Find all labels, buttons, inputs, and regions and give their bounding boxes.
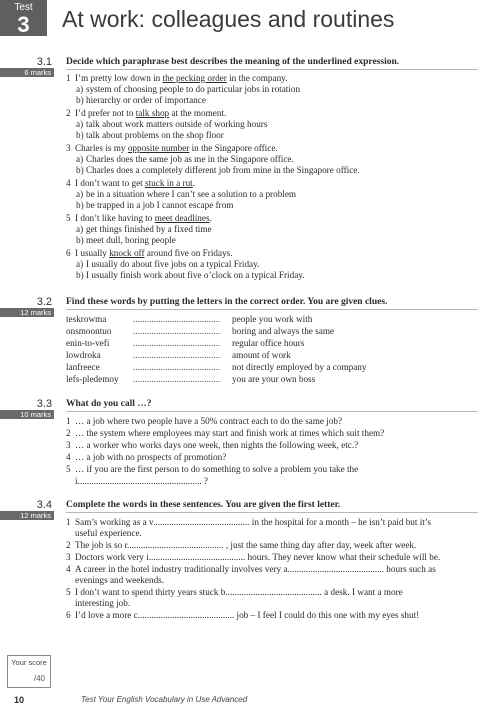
question-item: [66, 73, 287, 84]
question-text-end: .: [192, 178, 196, 188]
sentence-text: Sam’s working as a v.......................................... in the hospital for a month – he isn’t paid but it’s: [75, 517, 431, 527]
question-number: 3: [66, 440, 71, 450]
anagram-word: lanfreece: [66, 362, 100, 372]
marks-badge: 6 marks: [0, 68, 54, 77]
sentence-line[interactable]: [66, 540, 416, 551]
question-number: 5: [66, 464, 71, 474]
section-number: 3.4: [36, 499, 52, 511]
question-text: I don’t want to get: [75, 178, 146, 188]
anagram-clue: you are your own boss: [232, 374, 316, 384]
book-title: Test Your English Vocabulary in Use Advanced: [81, 695, 248, 704]
question-item: [66, 143, 278, 154]
section-rule: [66, 512, 478, 513]
page-title: At work: colleagues and routines: [62, 6, 395, 32]
option-a[interactable]: a) be in a situation where I can’t see a solution to a problem: [76, 189, 297, 199]
sentence-text: useful experience.: [75, 528, 142, 538]
question-text: … if you are the first person to do something to solve a problem you take the: [75, 464, 359, 474]
question-number: 3: [66, 552, 71, 562]
question-text-end: at the moment.: [169, 108, 227, 118]
answer-blank[interactable]: ......................................: [133, 362, 221, 372]
question-text-end: .: [209, 213, 212, 223]
answer-blank[interactable]: ......................................: [133, 326, 221, 336]
option-text: talk about problems on the shop floor: [86, 130, 224, 140]
sentence-line[interactable]: [66, 552, 440, 563]
answer-blank[interactable]: ......................................: [133, 314, 221, 324]
question-text: I’d prefer not to: [75, 108, 136, 118]
test-number: 3: [17, 12, 30, 37]
underlined-expression: opposite number: [127, 143, 190, 153]
anagram-word: lowdroka: [66, 350, 101, 360]
option-a[interactable]: a) I usually do about five jobs on a typical Friday.: [76, 259, 260, 269]
option-text: I usually finish work about five o’clock on a typical Friday.: [86, 270, 305, 280]
anagram-word: teskrowma: [66, 314, 107, 324]
question-number: 2: [66, 108, 71, 118]
section-instruction: Decide which paraphrase best describes the meaning of the underlined expression.: [66, 57, 400, 67]
anagram-clue: amount of work: [232, 350, 291, 360]
question-number: 6: [66, 248, 71, 258]
sentence-text: Doctors work very i.......................................... hours. They never know what their schedule will be.: [75, 552, 441, 562]
test-label: Test: [14, 2, 33, 13]
question-number: 3: [66, 143, 71, 153]
question-text-end: around five on Fridays.: [144, 248, 233, 258]
question-item: [66, 248, 233, 259]
underlined-expression: talk shop: [135, 108, 170, 118]
anagram-word: enin-to-vefi: [66, 338, 110, 348]
answer-blank[interactable]: ......................................: [133, 350, 221, 360]
question-number: 1: [66, 73, 71, 83]
option-a[interactable]: a) Charles does the same job as me in the Singapore office.: [76, 154, 294, 164]
option-a[interactable]: a) system of choosing people to do particular jobs in rotation: [76, 84, 301, 94]
section-instruction: What do you call …?: [66, 399, 152, 409]
question-number: 4: [66, 178, 71, 188]
question-number: 4: [66, 452, 71, 462]
question-number: 2: [66, 540, 71, 550]
option-b[interactable]: b) talk about problems on the shop floor: [76, 130, 224, 140]
question-item: [66, 213, 212, 224]
option-b[interactable]: b) I usually finish work about five o’clock on a typical Friday.: [76, 270, 305, 280]
option-text: Charles does a completely different job from mine in the Singapore office.: [86, 165, 360, 175]
question-number: 2: [66, 428, 71, 438]
score-total: /40: [33, 674, 45, 683]
page-number: 10: [14, 695, 25, 705]
question-text: … a worker who works days one week, then nights the following week, etc.?: [75, 440, 359, 450]
anagram-word: lefs-pledemoy: [66, 374, 119, 384]
section-instruction: Complete the words in these sentences. You are given the first letter.: [66, 500, 341, 510]
question-item: [66, 428, 384, 439]
option-text: system of choosing people to do particular jobs in rotation: [86, 84, 301, 94]
sentence-text: A career in the hotel industry traditionally involves very a.......................................... hours such as: [75, 564, 436, 574]
option-a[interactable]: a) talk about work matters outside of working hours: [76, 119, 268, 129]
sentence-line[interactable]: [66, 610, 419, 621]
answer-blank[interactable]: ......................................: [133, 374, 221, 384]
question-text: … the system where employees may start and finish work at times which suit them?: [75, 428, 385, 438]
option-text: hierarchy or order of importance: [86, 95, 206, 105]
anagram-clue: not directly employed by a company: [232, 362, 367, 372]
question-item: [66, 464, 358, 475]
option-b[interactable]: b) be trapped in a job I cannot escape from: [76, 200, 234, 210]
score-label: Your score: [11, 658, 47, 667]
test-badge: [0, 0, 47, 36]
sentence-line: [66, 528, 142, 539]
option-b[interactable]: b) Charles does a completely different job from mine in the Singapore office.: [76, 165, 360, 175]
question-text: I don’t like having to: [75, 213, 155, 223]
question-number: 1: [66, 416, 71, 426]
underlined-expression: stuck in a rut: [145, 178, 193, 188]
answer-blank[interactable]: i...................................................... ?: [75, 476, 208, 486]
section-instruction: Find these words by putting the letters in the correct order. You are given clues.: [66, 297, 388, 307]
sentence-line[interactable]: [66, 564, 436, 575]
anagram-word: onsmoontuo: [66, 326, 112, 336]
question-number: 5: [66, 587, 71, 597]
marks-badge: 12 marks: [0, 511, 54, 520]
question-number: 4: [66, 564, 71, 574]
sentence-line[interactable]: [66, 587, 403, 598]
section-number: 3.3: [36, 398, 52, 410]
sentence-line: [66, 575, 164, 586]
option-text: be in a situation where I can’t see a solution to a problem: [86, 189, 297, 199]
question-text: I’m pretty low down in: [75, 73, 163, 83]
underlined-expression: knock off: [109, 248, 145, 258]
sentence-line[interactable]: [66, 517, 431, 528]
question-number: 1: [66, 517, 71, 527]
question-text: I usually: [75, 248, 110, 258]
anagram-clue: regular office hours: [232, 338, 305, 348]
option-b[interactable]: b) hierarchy or order of importance: [76, 95, 206, 105]
question-text-end: in the Singapore office.: [189, 143, 278, 153]
underlined-expression: the pecking order: [162, 73, 227, 83]
question-number: 5: [66, 213, 71, 223]
question-text: … a job with no prospects of promotion?: [75, 452, 227, 462]
sentence-line: [66, 598, 130, 609]
sentence-text: The job is so r.......................................... , just the same thing day after day, week after week.: [75, 540, 417, 550]
section-rule: [66, 411, 478, 412]
question-item: [66, 452, 226, 463]
underlined-expression: meet deadlines: [154, 213, 210, 223]
question-text: Charles is my: [75, 143, 128, 153]
question-text-end: in the company.: [226, 73, 288, 83]
answer-blank[interactable]: ......................................: [133, 338, 221, 348]
score-box: [7, 655, 51, 688]
sentence-text: interesting job.: [75, 598, 131, 608]
marks-badge: 12 marks: [0, 308, 54, 317]
anagram-clue: boring and always the same: [232, 326, 335, 336]
option-text: talk about work matters outside of working hours: [86, 119, 268, 129]
question-item: [66, 416, 342, 427]
section-number: 3.1: [36, 56, 52, 68]
option-text: be trapped in a job I cannot escape from: [86, 200, 234, 210]
anagram-clue: people you work with: [232, 314, 313, 324]
question-item: [66, 108, 226, 119]
option-text: Charles does the same job as me in the Singapore office.: [86, 154, 294, 164]
section-number: 3.2: [36, 296, 52, 308]
question-item: [66, 440, 358, 451]
option-a[interactable]: a) get things finished by a fixed time: [76, 224, 212, 234]
option-text: get things finished by a fixed time: [86, 224, 212, 234]
sentence-text: I don’t want to spend thirty years stuck b.......................................... a desk. I want a more: [75, 587, 403, 597]
section-rule: [66, 69, 478, 70]
marks-badge: 10 marks: [0, 410, 54, 419]
section-rule: [66, 309, 478, 310]
question-text: … a job where two people have a 50% contract each to do the same job?: [75, 416, 343, 426]
question-item: [66, 178, 195, 189]
sentence-text: evenings and weekends.: [75, 575, 165, 585]
sentence-text: I’d love a more c.......................................... job – I feel I could do this one with my eyes shut!: [75, 610, 420, 620]
option-b[interactable]: b) meet dull, boring people: [76, 235, 176, 245]
option-text: meet dull, boring people: [86, 235, 176, 245]
option-text: I usually do about five jobs on a typical Friday.: [86, 259, 260, 269]
question-number: 6: [66, 610, 71, 620]
